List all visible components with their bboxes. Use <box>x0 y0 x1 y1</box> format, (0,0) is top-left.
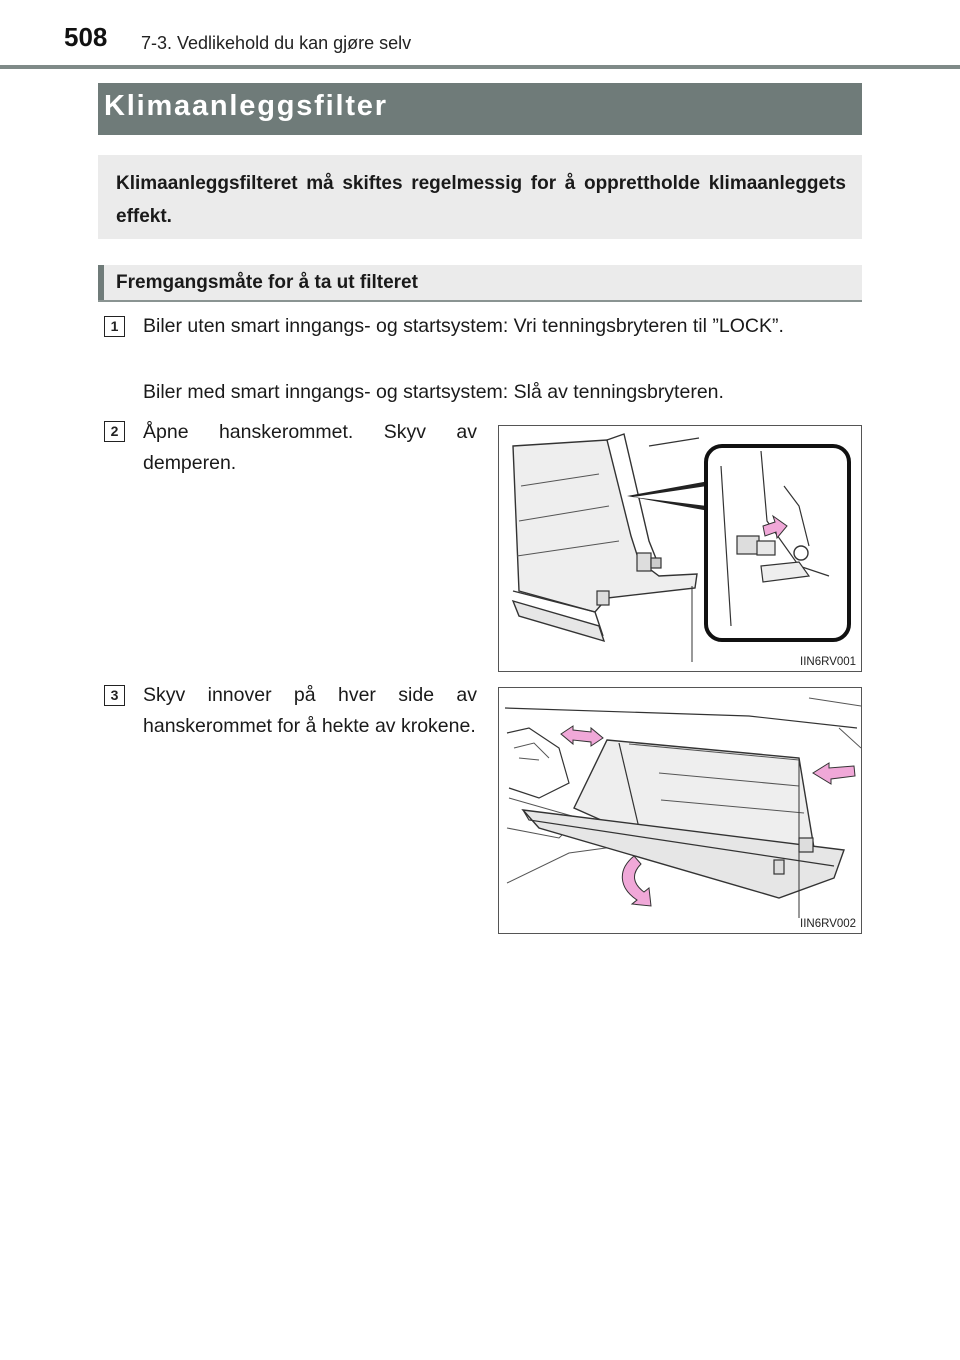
page-number: 508 <box>64 22 108 52</box>
section-path: 7-3. Vedlikehold du kan gjøre selv <box>141 33 412 53</box>
subheading-rule <box>98 300 862 302</box>
step-3-text: Skyv innover på hver side av hanskerommet for å hekte av krokene. <box>143 684 477 737</box>
page-title: Klimaanleggsfilter <box>104 90 388 122</box>
intro-text: Klimaanleggsfilteret må skiftes regelmessig for å opprettholde klimaanleggets effekt. <box>116 173 846 227</box>
step-2-text: Åpne hanskerommet. Skyv av demperen. <box>143 421 477 474</box>
figure-glovebox-hooks <box>498 687 862 934</box>
figure-glovebox-damper <box>498 425 862 672</box>
glovebox-damper-illustration <box>499 426 862 672</box>
header-divider <box>0 65 960 69</box>
step-1-text-alt: Biler med smart inngangs- og startsystem: Slå av tenningsbryteren. <box>143 381 724 403</box>
step-1-text: Biler uten smart inngangs- og startsystem: Vri tenningsbryteren til ”LOCK”. <box>143 315 784 337</box>
figure-code-1: IIN6RV001 <box>800 656 857 668</box>
step-badge-3: 3 <box>104 685 125 706</box>
step-badge-2: 2 <box>104 421 125 442</box>
subheading: Fremgangsmåte for å ta ut filteret <box>116 272 418 293</box>
step-badge-1: 1 <box>104 316 125 337</box>
glovebox-hooks-illustration <box>499 688 862 934</box>
figure-code-2: IIN6RV002 <box>800 918 857 930</box>
subheading-accent <box>98 265 104 301</box>
